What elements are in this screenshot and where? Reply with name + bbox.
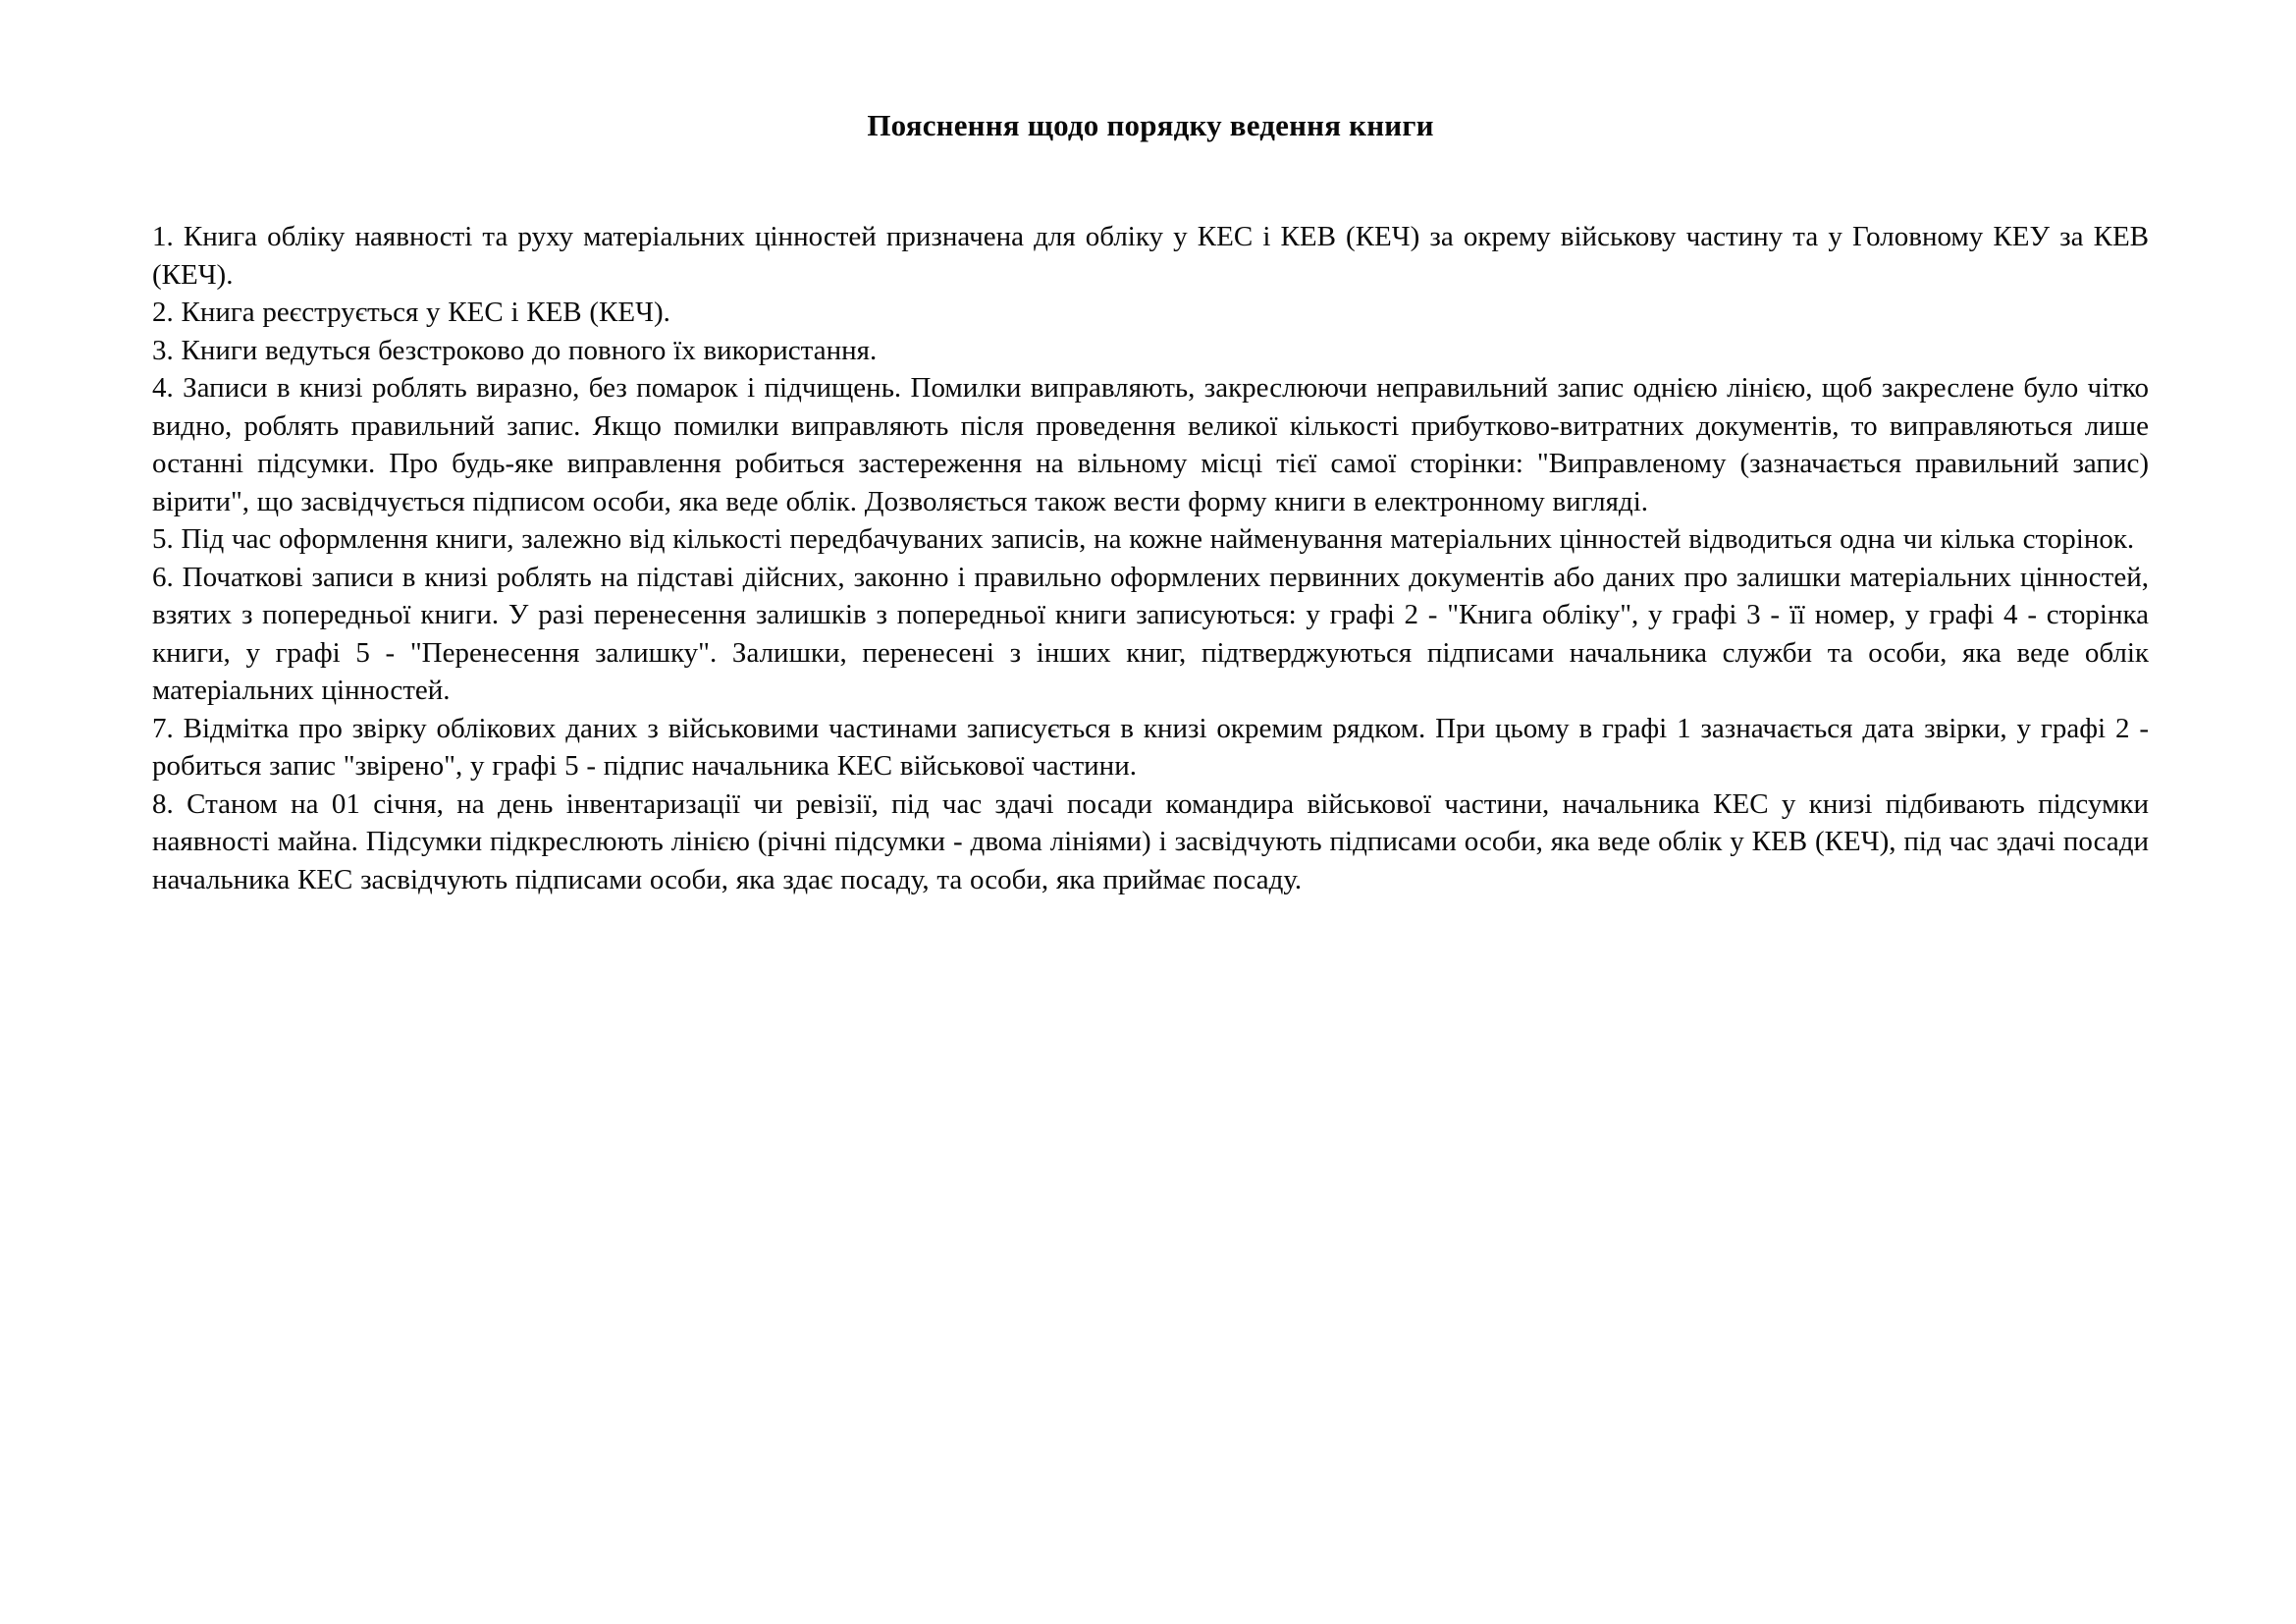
paragraph-1: 1. Книга обліку наявності та руху матеріальних цінностей призначена для обліку у КЕС і КЕВ (КЕЧ) за окрему військову частину та у Головному КЕУ за КЕВ (КЕЧ). — [152, 221, 2149, 291]
document-title: Пояснення щодо порядку ведення книги — [867, 108, 1434, 142]
paragraph-5: 5. Під час оформлення книги, залежно від кількості передбачуваних записів, на кожне найменування матеріальних цінностей відводиться одна чи кілька сторінок. — [152, 523, 2135, 555]
paragraph-8: 8. Станом на 01 січня, на день інвентаризації чи ревізії, під час здачі посади командира військової частини, начальника КЕС у книзі підбивають підсумки наявності майна. Підсумки підкреслюють лінією (річні підсумки - двома лініями) і засвідчують підписами особи, яка веде облік у КЕВ (КЕЧ), під час здачі посади начальника КЕС засвідчують підписами особи, яка здає посаду, та особи, яка приймає посаду. — [152, 787, 2149, 895]
paragraph-6: 6. Початкові записи в книзі роблять на підставі дійсних, законно і правильно оформлених первинних документів або даних про залишки матеріальних цінностей, взятих з попередньої книги. У разі перенесення залишків з попередньої книги записуються: у графі 2 - "Книга обліку", у графі 3 - її номер, у графі 4 - сторінка книги, у графі 5 - "Перенесення залишку". Залишки, перенесені з інших книг, підтверджуються підписами начальника служби та особи, яка веде облік матеріальних цінностей. — [152, 561, 2149, 706]
paragraph-2: 2. Книга реєструється у КЕС і КЕВ (КЕЧ). — [152, 297, 670, 328]
paragraph-3: 3. Книги ведуться безстроково до повного їх використання. — [152, 334, 878, 366]
paragraph-4: 4. Записи в книзі роблять виразно, без помарок і підчищень. Помилки виправляють, закреслюючи неправильний запис однією лінією, щоб закреслене було чітко видно, роблять правильний запис. Якщо помилки виправляють після проведення великої кількості прибутково-витратних документів, то виправляються лише останні підсумки. Про будь-яке виправлення робиться застереження на вільному місці тієї самої сторінки: "Виправленому (зазначається правильний запис) вірити", що засвідчується підписом особи, яка веде облік. Дозволяється також вести форму книги в електронному вигляді. — [152, 372, 2149, 517]
document-body — [152, 218, 2149, 898]
paragraph-7: 7. Відмітка про звірку облікових даних з військовими частинами записується в книзі окремим рядком. При цьому в графі 1 зазначається дата звірки, у графі 2 - робиться запис "звірено", у графі 5 - підпис начальника КЕС військової частини. — [152, 712, 2149, 782]
